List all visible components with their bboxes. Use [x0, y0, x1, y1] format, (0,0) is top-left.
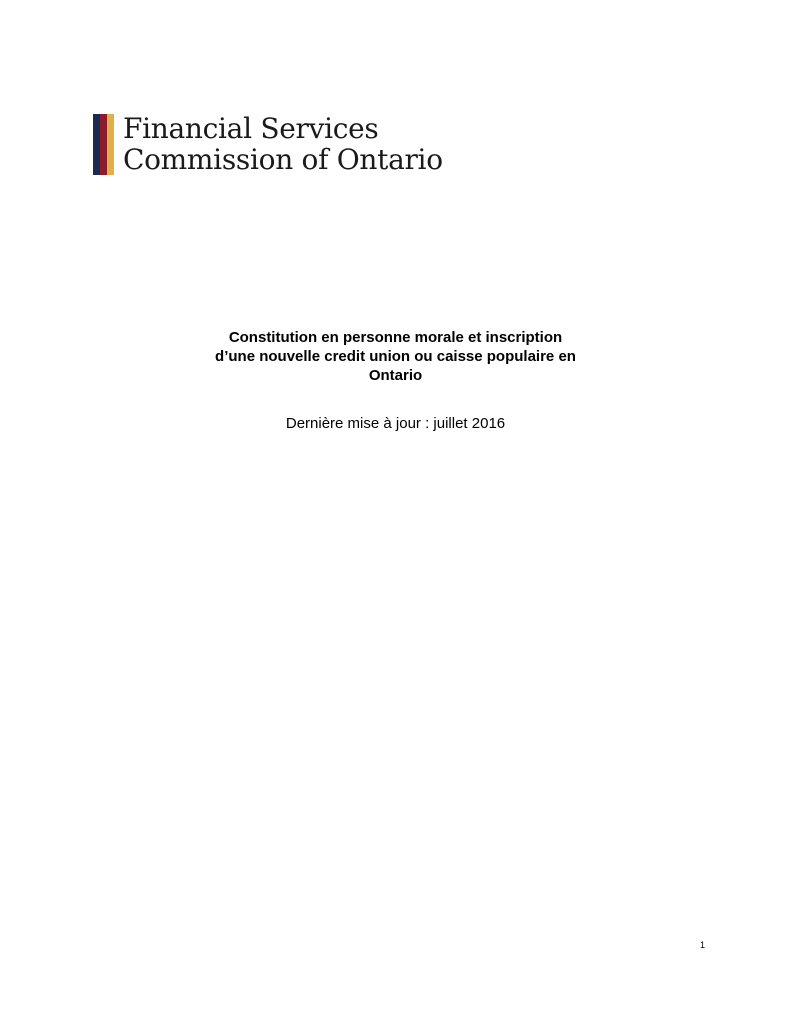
document-title — [0, 328, 791, 385]
document-title-line-2: d’une nouvelle credit union ou caisse populaire en — [215, 348, 576, 365]
document-title-line-3: Ontario — [368, 367, 423, 384]
logo-bar-gold — [107, 114, 114, 175]
page-number: 1 — [700, 940, 706, 950]
logo-line-1: Financial Services — [123, 112, 379, 145]
fsco-logo — [93, 114, 443, 175]
logo-bar-red — [100, 114, 107, 175]
logo-bar-navy — [93, 114, 100, 175]
logo-line-2: Commission of Ontario — [123, 143, 443, 176]
last-updated-date: Dernière mise à jour : juillet 2016 — [285, 415, 506, 432]
document-title-line-1: Constitution en personne morale et inscription — [228, 329, 563, 346]
logo-wordmark — [123, 113, 443, 175]
logo-color-bars — [93, 114, 114, 175]
